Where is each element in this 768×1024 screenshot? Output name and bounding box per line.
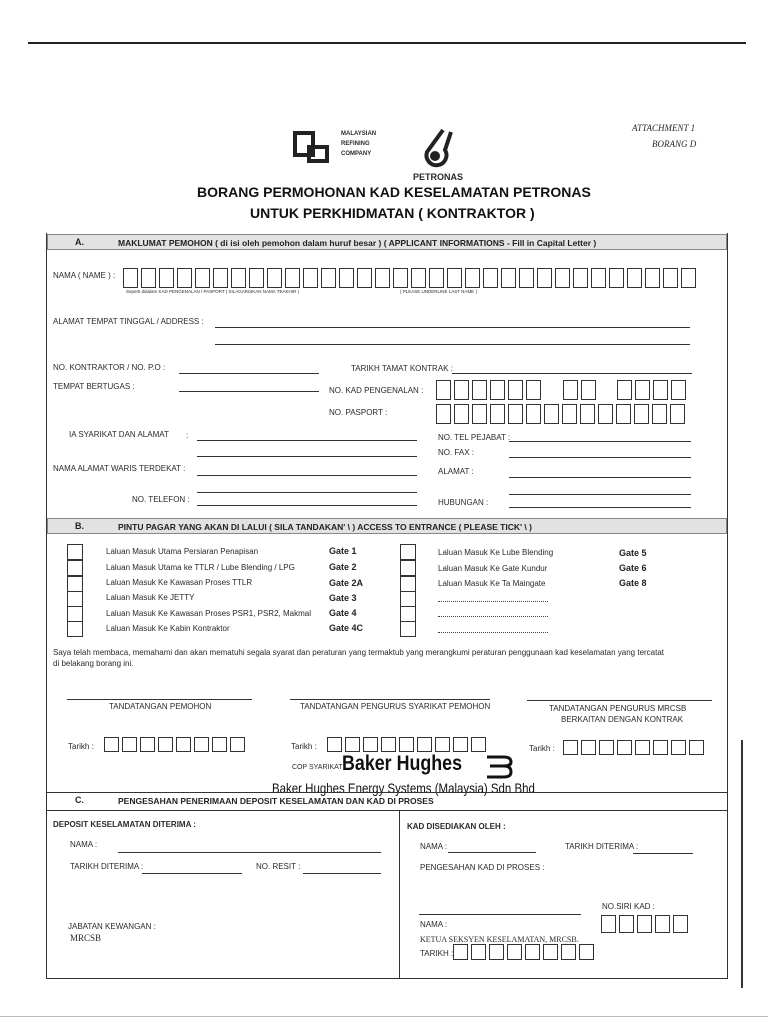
declaration-line-2: di belakang borang ini. [53,659,134,668]
cop-syarikat-label: COP SYARIKAT [292,764,343,771]
gate-label: Laluan Masuk Ke Kabin Kontraktor [106,624,230,633]
section-c-letter: C. [75,795,84,805]
page-edge-mark [741,740,743,988]
mrc-text-2: REFINING [341,141,370,147]
gate-checkbox[interactable] [67,606,83,622]
gate-checkbox[interactable] [400,621,416,637]
section-a-letter: A. [75,237,84,247]
no-siri-label: NO.SIRI KAD : [602,902,655,911]
kontraktor-line[interactable] [179,373,319,374]
deposit-label: DEPOSIT KESELAMATAN DITERIMA : [53,820,196,829]
frame-right [727,233,728,979]
gate-label: Laluan Masuk Utama Persiaran Penapisan [106,547,259,556]
top-rule [28,42,746,44]
declaration-line-1: Saya telah membaca, memahami dan akan mematuhi segala syarat dan peraturan yang termaktub yang merangkumi peraturan penggunaan kad keselamatan yang tercatat [53,648,665,657]
gate-checkbox[interactable] [67,621,83,637]
gate-checkbox[interactable] [400,606,416,622]
ketua-tarikh-label: TARIKH : [420,949,454,958]
tarikh-diterima-line[interactable] [142,873,242,874]
tarikh-label: Tarikh : [68,742,94,751]
tel-pejabat-line[interactable] [509,441,691,442]
fax-label: NO. FAX : [438,448,475,457]
alamat-label: ALAMAT TEMPAT TINGGAL / ADDRESS : [53,317,204,326]
sig-mrcsb-sub: BERKAITAN DENGAN KONTRAK [561,715,684,724]
mrc-text-1: MALAYSIAN [341,131,377,137]
kontraktor-label: NO. KONTRAKTOR / NO. P.O : [53,363,166,372]
waris-line-2[interactable] [197,492,417,493]
syarikat-colon: : [186,431,189,440]
syarikat-line-1[interactable] [197,440,417,441]
stamp-company-name: Baker Hughes [342,752,463,775]
kad-boxes-1[interactable] [436,380,544,400]
gate-number: Gate 4C [329,623,364,633]
pasport-boxes[interactable] [436,404,688,424]
gate-checkbox[interactable] [400,591,416,607]
gate-checkbox[interactable] [400,560,416,576]
form-title-line1: BORANG PERMOHONAN KAD KESELAMATAN PETRONAS [197,184,591,200]
sig-mrcsb-label: TANDATANGAN PENGURUS MRCSB [549,704,687,713]
gate-number: Gate 3 [329,593,357,603]
ketua-tarikh-boxes[interactable] [453,944,597,960]
syarikat-label: IA SYARIKAT DAN ALAMAT [69,430,169,439]
hubungan-line[interactable] [509,507,691,508]
hubungan-label: HUBUNGAN : [438,498,489,507]
petronas-logo [415,128,453,170]
sig-pengurus-line[interactable] [290,699,490,700]
gate-checkbox[interactable] [400,576,416,592]
petronas-text: PETRONAS [413,172,464,182]
tarikh-boxes[interactable] [563,740,707,755]
mrcsb-label: MRCSB [70,933,102,943]
no-siri-boxes[interactable] [601,915,691,933]
pengesahan-sig-line[interactable] [419,914,581,915]
pasport-label: NO. PASPORT : [329,408,388,417]
kad-nama-line[interactable] [448,852,536,853]
jabatan-label: JABATAN KEWANGAN : [68,922,156,931]
alamat-line-1[interactable] [215,327,690,328]
stamp-subline: Baker Hughes Energy Systems (Malaysia) Sdn Bhd [272,780,535,796]
frame-bottom [46,978,728,979]
gate-blank-line[interactable] [438,632,548,633]
alamat-line-2[interactable] [215,344,690,345]
tarikh-diterima-label: TARIKH DITERIMA : [70,862,144,871]
gate-blank-line[interactable] [438,601,548,602]
borang-label: BORANG D [652,139,697,149]
kad-tarikh-line[interactable] [633,853,693,854]
nama-boxes[interactable] [123,268,699,288]
waris-line-1[interactable] [197,475,417,476]
baker-hughes-logo-icon [484,754,514,780]
gate-label: Laluan Masuk Ke Ta Maingate [438,579,546,588]
gate-number: Gate 2 [329,562,357,572]
alamat2-line-2[interactable] [509,494,691,495]
gate-number: Gate 4 [329,608,357,618]
section-c-title: PENGESAHAN PENERIMAAN DEPOSIT KESELAMATAN DAN KAD DI PROSES [118,796,434,806]
bottom-edge [0,1016,768,1017]
tarikh-label: Tarikh : [291,742,317,751]
gate-label: Laluan Masuk Ke Gate Kundur [438,564,548,573]
section-b-title: PINTU PAGAR YANG AKAN DI LALUI ( SILA TANDAKAN' \ ) ACCESS TO ENTRANCE ( PLEASE TICK' \ ) [118,522,532,532]
gate-label: Laluan Masuk Ke JETTY [106,593,195,602]
sig-pemohon-label: TANDATANGAN PEMOHON [109,702,212,711]
gate-number: Gate 6 [619,563,647,573]
section-b-letter: B. [75,521,84,531]
tarikh-label: Tarikh : [529,744,555,753]
tel-pejabat-label: NO. TEL PEJABAT : [438,433,511,442]
gate-checkbox[interactable] [67,560,83,576]
alamat2-line-1[interactable] [509,477,691,478]
fax-line[interactable] [509,457,691,458]
no-resit-line[interactable] [303,873,381,874]
nama-note-2: ( PLEASE UNDERLINE LAST NAME ) [400,289,477,294]
sig-pemohon-line[interactable] [67,699,252,700]
gate-label: Laluan Masuk Ke Kawasan Proses PSR1, PSR2, Makmal [106,609,311,618]
kad-tarikh-label: TARIKH DITERIMA : [565,842,639,851]
pengesahan-label: PENGESAHAN KAD DI PROSES : [420,863,545,872]
gate-number: Gate 8 [619,578,647,588]
section-c-mid-divider [399,810,400,978]
tempat-label: TEMPAT BERTUGAS : [53,382,135,391]
tarikh-tamat-label: TARIKH TAMAT KONTRAK : [351,364,453,373]
gate-label: Laluan Masuk Utama ke TTLR / Lube Blending / LPG [106,563,295,572]
section-c-divider [46,810,728,811]
alamat2-label: ALAMAT : [438,467,474,476]
telefon-line[interactable] [197,505,417,506]
gate-number: Gate 1 [329,546,357,556]
ketua-label: KETUA SEKSYEN KESELAMATAN, MRCSB. [420,935,579,944]
gate-checkbox[interactable] [67,544,83,560]
kad-disediakan-label: KAD DISEDIAKAN OLEH : [407,822,506,831]
tarikh-tamat-line[interactable] [452,373,692,374]
no-resit-label: NO. RESIT : [256,862,301,871]
gate-label: Laluan Masuk Ke Lube Blending [438,548,554,557]
mrc-text-3: COMPANY [341,151,372,157]
tempat-line[interactable] [179,391,319,392]
waris-label: NAMA ALAMAT WARIS TERDEKAT : [53,464,186,473]
section-c-top [46,792,728,793]
kad-nama-label: NAMA : [420,842,448,851]
telefon-label: NO. TELEFON : [132,495,190,504]
gate-blank-line[interactable] [438,616,548,617]
nama-label: NAMA ( NAME ) : [53,271,116,280]
sig-pengurus-label: TANDATANGAN PENGURUS SYARIKAT PEMOHON [300,702,491,711]
tarikh-boxes[interactable] [327,737,489,752]
gate-number: Gate 2A [329,578,364,588]
kad-boxes-3[interactable] [617,380,689,400]
attachment-label: ATTACHMENT 1 [632,123,696,133]
syarikat-line-2[interactable] [197,456,417,457]
ketua-nama-label: NAMA : [420,920,448,929]
nama-note-1: Seperti didalam KAD PENGENALAN / PASPORT ( SILAGARISKAN NAMA TEAKHIR ) [126,289,299,294]
tarikh-boxes[interactable] [104,737,248,752]
frame-left [46,233,47,979]
mrc-logo [293,131,339,165]
gate-label: Laluan Masuk Ke Kawasan Proses TTLR [106,578,253,587]
gate-checkbox[interactable] [67,576,83,592]
kad-boxes-2[interactable] [563,380,599,400]
kad-label: NO. KAD PENGENALAN : [329,386,424,395]
gate-checkbox[interactable] [400,544,416,560]
section-a-title: MAKLUMAT PEMOHON ( di isi oleh pemohon dalam huruf besar ) ( APPLICANT INFORMATIONS - Fill in Capital Letter ) [118,238,597,248]
gate-checkbox[interactable] [67,591,83,607]
sig-mrcsb-line[interactable] [527,700,712,701]
gate-number: Gate 5 [619,548,647,558]
deposit-nama-label: NAMA : [70,840,98,849]
form-title-line2: UNTUK PERKHIDMATAN ( KONTRAKTOR ) [250,205,535,221]
deposit-nama-line[interactable] [118,852,381,853]
